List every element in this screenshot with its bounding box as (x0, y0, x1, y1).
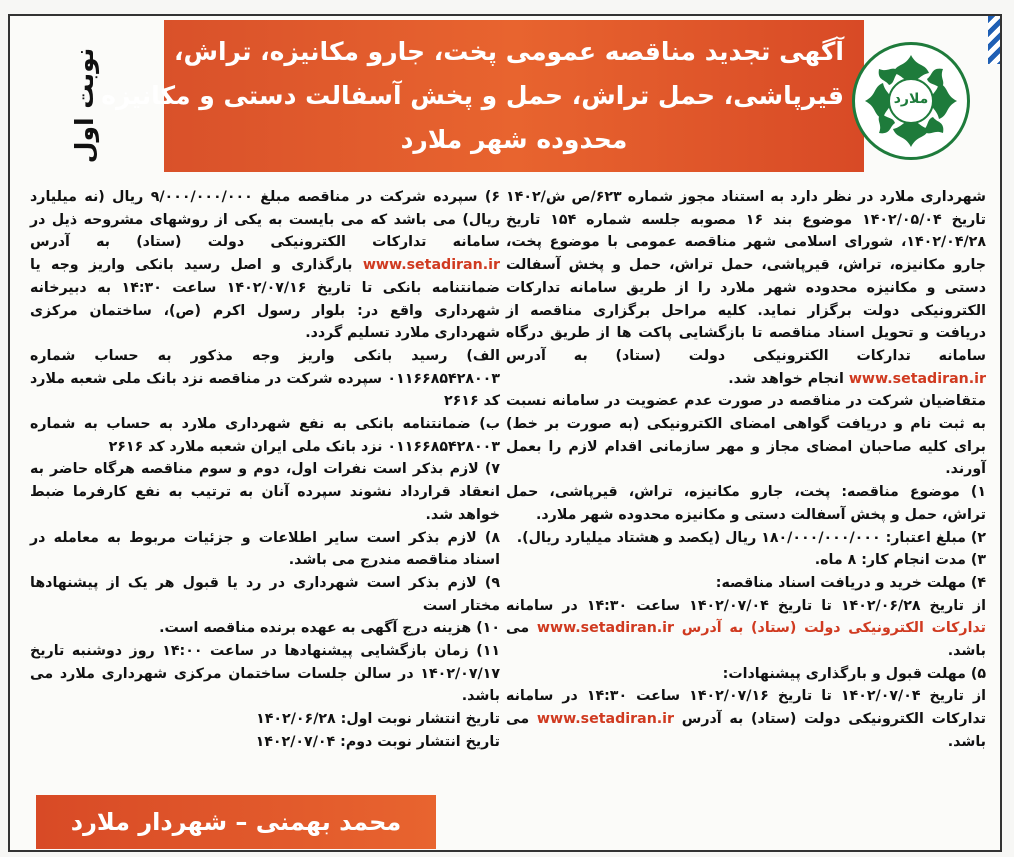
signature-text: محمد بهمنی – شهردار ملارد (70, 808, 402, 836)
item-9: ۹) لازم بذکر است شهرداری در رد یا قبول هر یک از پیشنهادها مختار است (30, 574, 500, 614)
malard-municipality-logo (852, 42, 970, 160)
item-5-body (506, 685, 986, 753)
item-6-url-link[interactable]: www.setadiran.ir (362, 257, 500, 274)
item-6-alef: الف) رسید بانکی واریز وجه مذکور به حساب شماره ۰۱۱۶۶۸۵۴۲۸۰۰۳ سپرده شرکت در مناقصه نزد بانک ملی شعبه ملارد کد ۲۶۱۶ (30, 347, 500, 410)
ad-body-left-column (30, 186, 500, 754)
item-5-url-link[interactable]: www.setadiran.ir (536, 711, 675, 728)
intro-end: انجام خواهد شد. (728, 370, 844, 387)
headline-line-1: آگهی تجدید مناقصه عمومی پخت، جارو مکانیزه، تراش، (173, 37, 844, 66)
item-6-be: ب) ضمانتنامه بانکی به نفع شهرداری ملارد به حساب به شماره ۰۱۱۶۶۸۵۴۲۸۰۰۳ نزد بانک ملی ایران شعبه ملارد کد ۲۶۱۶ (30, 416, 500, 455)
item-4-body (506, 595, 986, 663)
logo-text: ملارد (893, 91, 929, 107)
intro-url-link[interactable]: www.setadiran.ir (848, 370, 986, 387)
item-7: ۷) لازم بذکر است نفرات اول، دوم و سوم مناقصه هرگاه حاضر به انعقاد قرارداد نشوند سپرده آنان به ترتیب به نفع کارفرما ضبط خواهد شد. (30, 461, 500, 523)
corner-stripes (988, 16, 1000, 64)
signature-banner (36, 795, 436, 849)
item-5-end: می باشد. (506, 711, 986, 750)
item-5-text: از تاریخ ۱۴۰۲/۰۷/۰۴ تا تاریخ ۱۴۰۲/۰۷/۱۶ ساعت ۱۴:۳۰ در سامانه تدارکات الکترونیکی دولت (ستاد) به آدرس (506, 688, 986, 728)
headline-line-2: قیرپاشی، حمل تراش، حمل و پخش آسفالت دستی و مکانیزه (101, 81, 844, 110)
item-8: ۸) لازم بذکر است سایر اطلاعات و جزئیات مربوط به معامله در اسناد مناقصه مندرج می باشد. (30, 529, 500, 569)
item-4-end: می باشد. (506, 620, 986, 660)
applicants-paragraph: متقاضیان شرکت در مناقصه در صورت عدم عضویت در سامانه نسبت به ثبت نام و دریافت گواهی امضای الکترونیکی (به صورت بر خط) برای کلیه صاحبان امضای مجاز و مهر سازمانی اقدام لازم را بعمل آورند. (506, 393, 986, 478)
intro-text: شهرداری ملارد در نظر دارد به استناد مجوز شماره ۶۲۳/ص ش/۱۴۰۲ تاریخ ۱۴۰۲/۰۵/۰۴ موضوع بند ۱۶ مصوبه جلسه شماره ۱۵۴ تاریخ ۱۴۰۲/۰۴/۲۸، شورای اسلامی شهر مناقصه عمومی با موضوع پخت، جارو مکانیزه، تراش، قیرپاشی، حمل تراش، حمل و پخش آسفالت دستی و مکانیزه محدوده شهر ملارد را از طریق سامانه تدارکات الکترونیکی دولت برگزار نماید. کلیه مراحل برگزاری مناقصه از دریافت و تحویل اسناد مناقصه تا بازگشایی پاکت ها از طریق درگاه سامانه تدارکات الکترونیکی دولت (ستاد) به آدرس (506, 189, 986, 364)
badge-text: نوبت اول (70, 47, 100, 163)
item-10: ۱۰) هزینه درج آگهی به عهده برنده مناقصه است. (159, 620, 500, 637)
ad-headline (101, 20, 864, 172)
item-3: ۳) مدت انجام کار: ۸ ماه. (814, 552, 986, 569)
item-6-text-a: ۶) سپرده شرکت در مناقصه مبلغ ۹/۰۰۰/۰۰۰/۰۰۰ ریال (نه میلیارد ریال) می باشد که می بایست به یکی از روشهای مشروحه ذیل در سامانه تدارکات الکترونیکی دولت (ستاد) به آدرس (30, 189, 500, 251)
item-2: ۲) مبلغ اعتبار: ۱۸۰/۰۰۰/۰۰۰/۰۰۰ ریال (یکصد و هشتاد میلیارد ریال). (516, 529, 986, 546)
item-5-title: ۵) مهلت قبول و بارگذاری پیشنهادات: (722, 665, 986, 682)
publication-date-1: تاریخ انتشار نوبت اول: ۱۴۰۲/۰۶/۲۸ (256, 711, 500, 728)
headline-line-3: محدوده شهر ملارد (400, 125, 628, 154)
item-4-red-text: تدارکات الکترونیکی دولت (ستاد) به آدرس (681, 620, 986, 637)
item-11: ۱۱) زمان بازگشایی پیشنهادها در ساعت ۱۴:۰۰ روز دوشنبه تاریخ ۱۴۰۲/۰۷/۱۷ در سالن جلسات ساختمان مرکزی شهرداری ملارد می باشد. (30, 643, 501, 705)
item-4-title: ۴) مهلت خرید و دریافت اسناد مناقصه: (715, 574, 986, 591)
item-6-text-b: بارگذاری و اصل رسید بانکی واریز وجه یا ضمانتنامه بانکی تا تاریخ ۱۴۰۲/۰۷/۱۶ ساعت ۱۴:۳۰ به دبیرخانه شهرداری واقع در: بلوار رسول اکرم (ص)، ساختمان مرکزی شهرداری ملارد تسلیم گردد. (30, 257, 500, 342)
publication-date-2: تاریخ انتشار نوبت دوم: ۱۴۰۲/۰۷/۰۴ (255, 733, 500, 750)
item-6 (30, 186, 500, 345)
item-4-url-link[interactable]: www.setadiran.ir (536, 620, 675, 637)
item-1: ۱) موضوع مناقصه: پخت، جارو مکانیزه، تراش، قیرپاشی، حمل تراش، حمل و پخش آسفالت دستی و مکانیزه محدوده شهر ملارد. (506, 484, 986, 523)
publication-round-badge (50, 40, 120, 170)
item-4-text: از تاریخ ۱۴۰۲/۰۶/۲۸ تا تاریخ ۱۴۰۲/۰۷/۰۴ ساعت ۱۴:۳۰ در سامانه (506, 597, 986, 614)
intro-paragraph (506, 186, 986, 390)
ad-body-right-column (506, 186, 986, 754)
